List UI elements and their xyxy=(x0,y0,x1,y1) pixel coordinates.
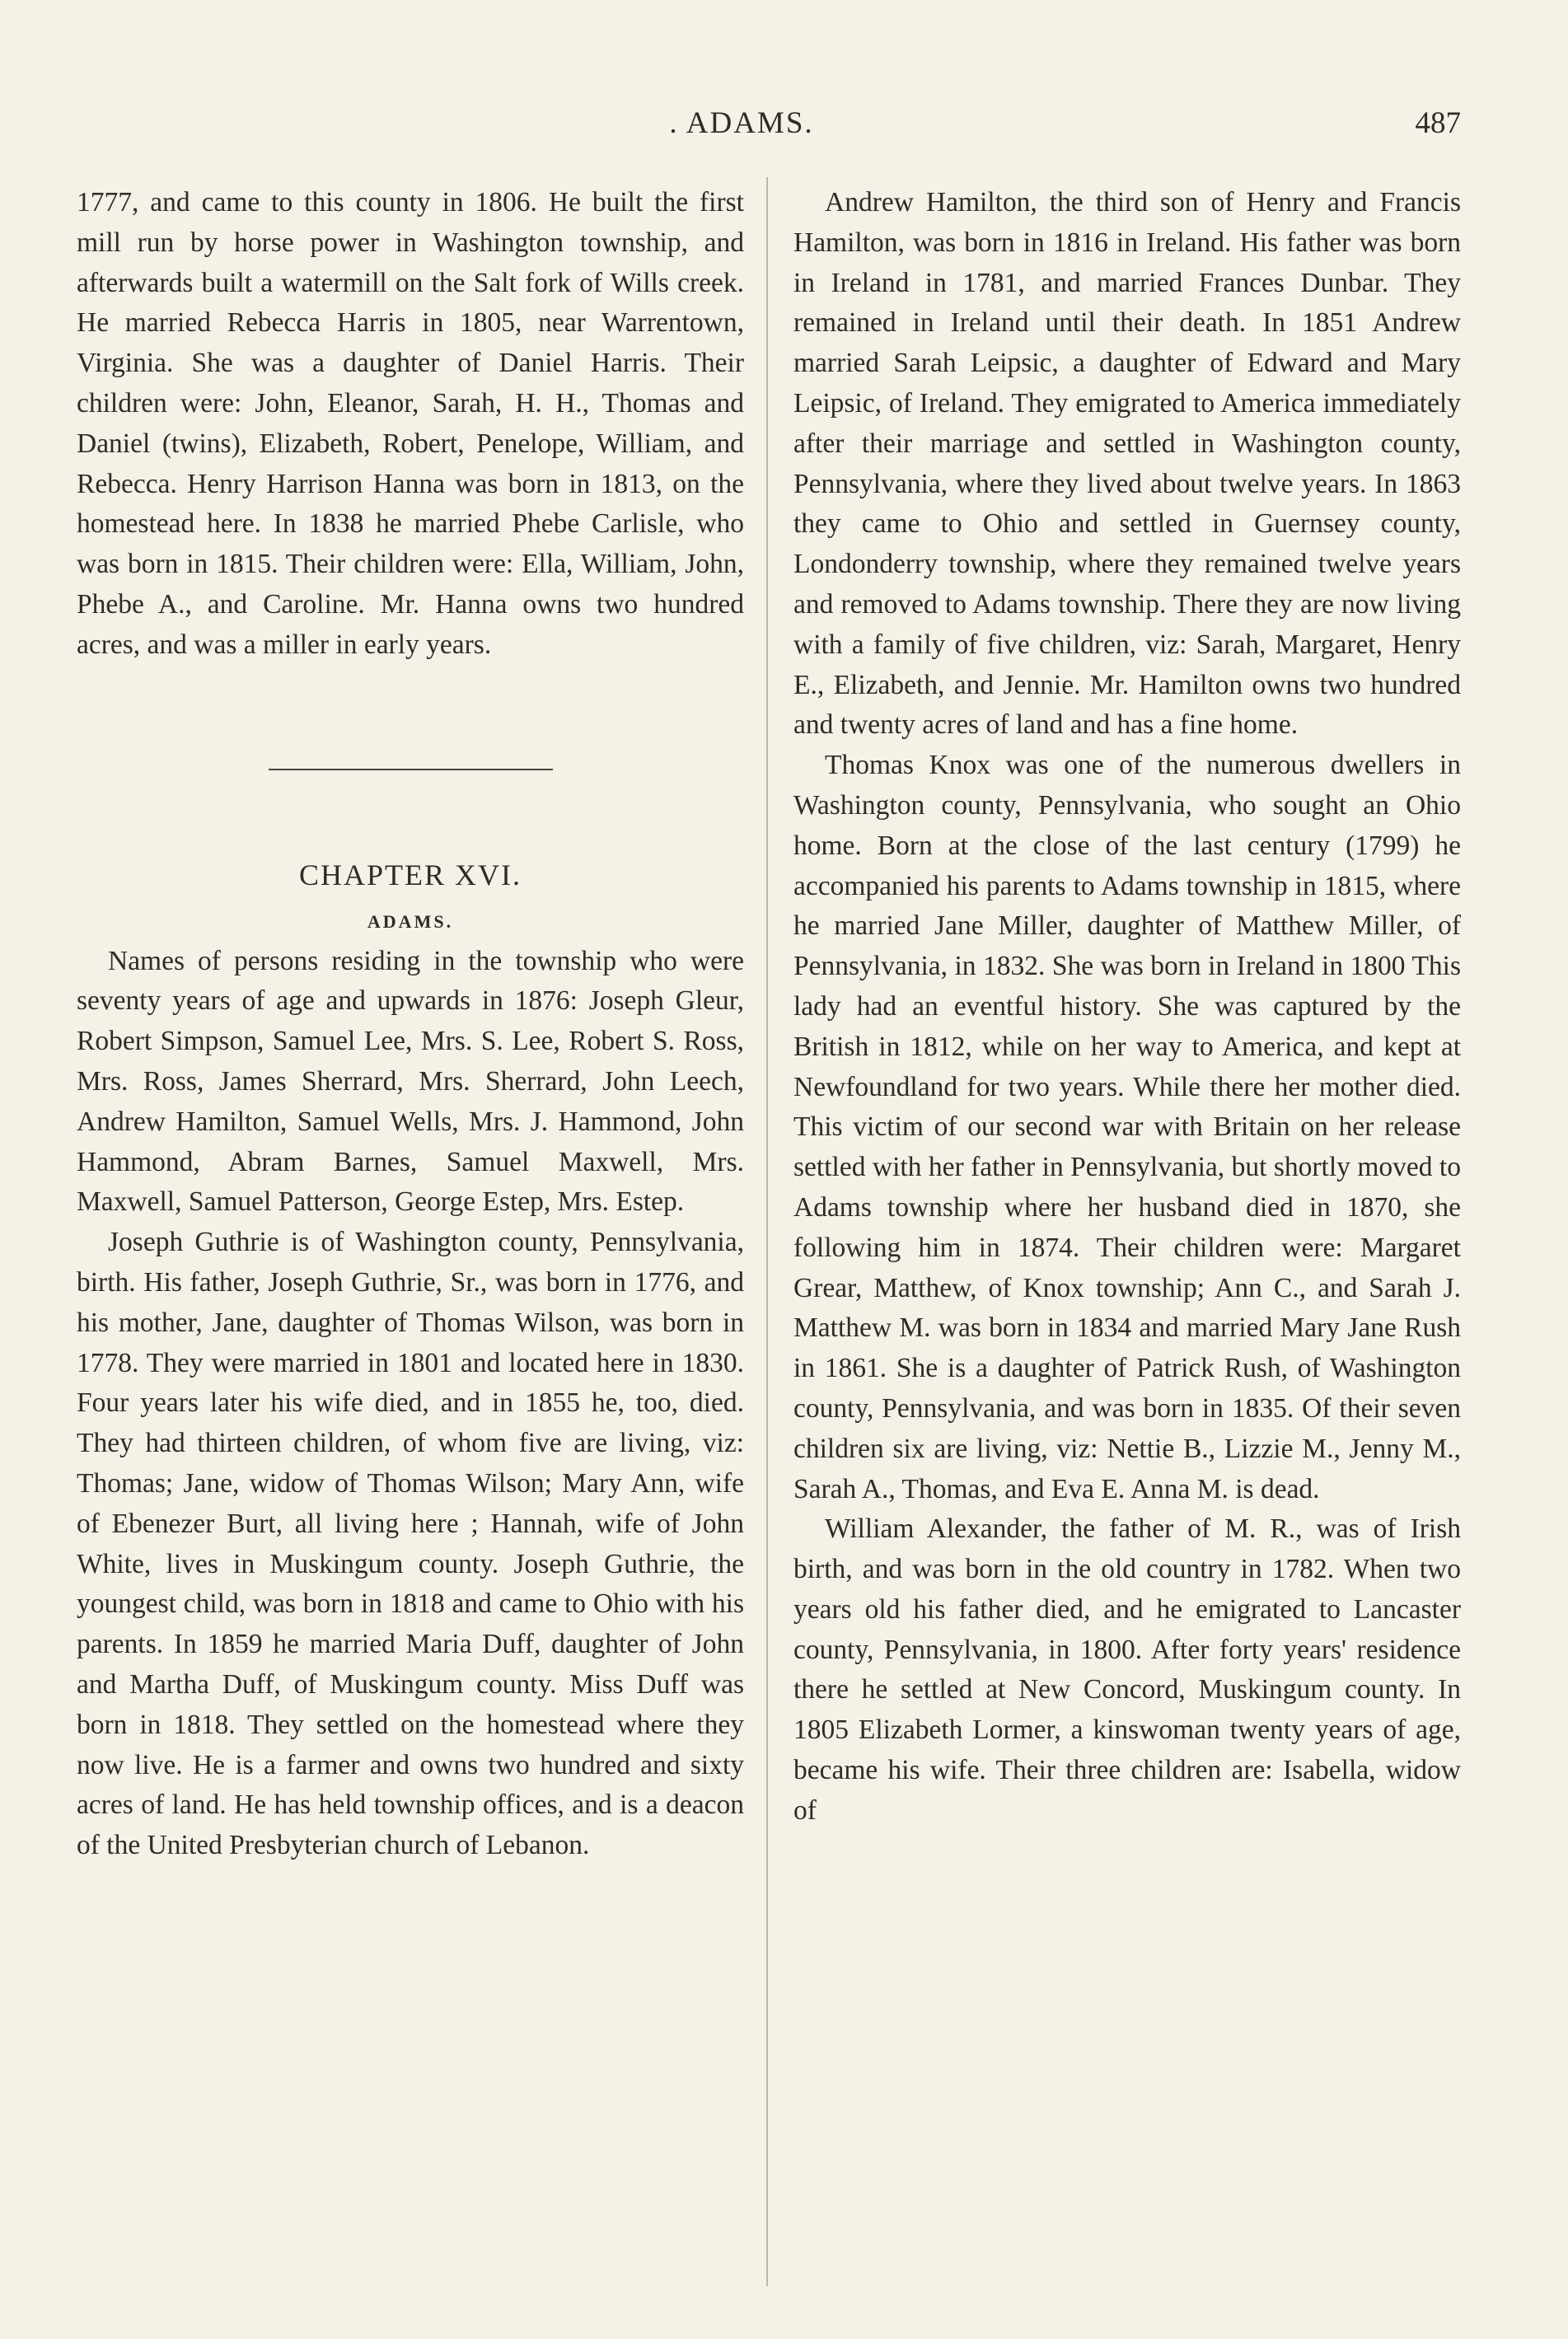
running-title: . ADAMS. xyxy=(669,106,814,140)
chapter-subheading: ADAMS. xyxy=(367,910,454,932)
column-divider-rule xyxy=(766,177,768,2286)
right-column xyxy=(793,183,1461,1831)
running-header xyxy=(0,105,1568,155)
paragraph-joseph-guthrie: Joseph Guthrie is of Washington county, Pennsylvania, birth. His father, Joseph Guthrie, Sr., was born in 1776, and his mother, Jane, daughter of Thomas Wilson, was born in 1778. They were married in 1801 and located here in 1830. Four years later his wife died, and in 1855 he, too, died. They had thirteen children, of whom five are living, viz: Thomas; Jane, widow of Thomas Wilson; Mary Ann, wife of Ebenezer Burt, all living here ; Hannah, wife of John White, lives in Muskingum county. Joseph Guthrie, the youngest child, was born in 1818 and came to Ohio with his parents. In 1859 he married Maria Duff, daughter of John and Martha Duff, of Muskingum county. Miss Duff was born in 1818. They settled on the homestead where they now live. He is a farmer and owns two hundred and sixty acres of land. He has held township offices, and is a deacon of the United Presbyterian church of Lebanon. xyxy=(77,1227,744,1861)
page-number: 487 xyxy=(1415,106,1461,140)
paragraph-andrew-hamilton: Andrew Hamilton, the third son of Henry and Francis Hamilton, was born in 1816 in Ireland. His father was born in Ireland in 1781, and married Frances Dunbar. They remained in Ireland until their death. In 1851 Andrew married Sarah Leipsic, a daughter of Edward and Mary Leipsic, of Ireland. They emigrated to America immediately after their marriage and settled in Washington county, Pennsylvania, where they lived about twelve years. In 1863 they came to Ohio and settled in Guernsey county, Londonderry township, where they remained twelve years and removed to Adams township. There they are now living with a family of five children, viz: Sarah, Margaret, Henry E., Elizabeth, and Jennie. Mr. Hamilton owns two hundred and twenty acres of land and has a fine home. xyxy=(793,187,1461,741)
paragraph-seventy-years-residents: Names of persons residing in the township who were seventy years of age and upwards in 1876: Joseph Gleur, Robert Simpson, Samuel Lee, Mrs. S. Lee, Robert S. Ross, Mrs. Ross, James Sherrard, Mrs. Sherrard, John Leech, Andrew Hamilton, Samuel Wells, Mrs. J. Hammond, John Hammond, Abram Barnes, Samuel Maxwell, Mrs. Maxwell, Samuel Patterson, George Estep, Mrs. Estep. xyxy=(77,945,744,1218)
section-divider-line xyxy=(269,769,553,770)
continuation-paragraph: 1777, and came to this county in 1806. He built the first mill run by horse power in Washington township, and afterwards built a watermill on the Salt fork of Wills creek. He married Rebecca Harris in 1805, near Warrentown, Virginia. She was a daughter of Daniel Harris. Their children were: John, Eleanor, Sarah, H. H., Thomas and Daniel (twins), Elizabeth, Robert, Penelope, William, and Rebecca. Henry Harrison Hanna was born in 1813, on the homestead here. In 1838 he married Phebe Carlisle, who was born in 1815. Their children were: Ella, William, John, Phebe A., and Caroline. Mr. Hanna owns two hundred acres, and was a miller in early years. xyxy=(77,187,744,660)
paragraph-thomas-knox: Thomas Knox was one of the numerous dwellers in Washington county, Pennsylvania, who sought an Ohio home. Born at the close of the last century (1799) he accompanied his parents to Adams township in 1815, where he married Jane Miller, daughter of Matthew Miller, of Pennsylvania, in 1832. She was born in Ireland in 1800 This lady had an eventful history. She was captured by the British in 1812, while on her way to America, and kept at Newfoundland for two years. While there her mother died. This victim of our second war with Britain on her release settled with her father in Pennsylvania, but shortly moved to Adams township where her husband died in 1870, she following him in 1874. Their children were: Margaret Grear, Matthew, of Knox township; Ann C., and Sarah J. Matthew M. was born in 1834 and married Mary Jane Rush in 1861. She is a daughter of Patrick Rush, of Washington county, Pennsylvania, and was born in 1835. Of their seven children six are living, viz: Nettie B., Lizzie M., Jenny M., Sarah A., Thomas, and Eva E. Anna M. is dead. xyxy=(793,750,1461,1504)
chapter-heading: CHAPTER XVI. xyxy=(298,858,522,891)
left-column xyxy=(77,183,744,1866)
paragraph-william-alexander: William Alexander, the father of M. R., was of Irish birth, and was born in the old country in 1782. When two years old his father died, and he emigrated to Lancaster county, Pennsylvania, in 1800. After forty years' residence there he settled at New Concord, Muskingum county. In 1805 Elizabeth Lormer, a kinswoman twenty years of age, became his wife. Their three children are: Isabella, widow of xyxy=(793,1513,1461,1826)
